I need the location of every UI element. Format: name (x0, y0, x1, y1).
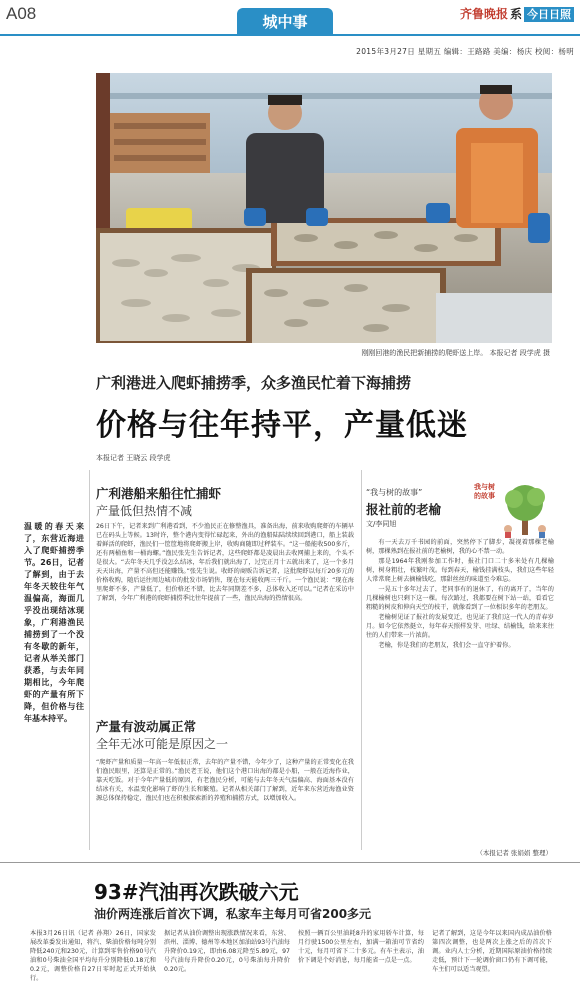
section-tab[interactable]: 城中事 (237, 8, 333, 36)
column-paragraph: 老榆树见证了报社的发展变迁，也见证了我们这一代人的青春岁月。如今它依然挺立，每年春天照样发芽、吐绿、结榆钱，给来来往往的人们带来一片浓荫。 (366, 614, 554, 639)
column-editor: （本报记者 张娟娟 整理） (476, 849, 552, 857)
column-title[interactable]: 报社前的老榆 (366, 502, 442, 517)
fishermen-photo (96, 73, 552, 343)
column-paragraph: 那是1964年我刚参加工作时，报社门口二十多米处有几棵榆树，树身粗壮，枝繁叶茂。每到春天，榆钱挂满枝头，我们这些年轻人常常爬上树去摘榆钱吃，那甜丝丝的味道至今难忘。 (366, 558, 554, 583)
story-body-2: “爬虾产量和质量一年高一年低很正常，去年的产量不错，今年少了，这种产量的正常变化在我们渔民眼里，还算是正常的。”渔民老王说，他们这个港口出海的都是小船，一般在近海作业，靠天吃饭。对于今年产量低的原因，有老渔民分析，可能与去年冬天气温偏高、海面基本没有结冰有关，水温变化影响了虾的生长和繁殖。记者从相关部门了解到，近年来东营近海渔业资源总体保持稳定，渔民们也在积极探索新的养殖和捕捞方式，以增加收入。 (96, 759, 354, 802)
column-logo-label: 我与树的故事 (474, 483, 495, 500)
subhead-1: 广利港船来船往忙捕虾 (96, 486, 222, 501)
column-divider (89, 470, 90, 850)
column-paragraph: 老榆，你是我们的老朋友，我们会一直守护着你。 (378, 642, 515, 649)
story-byline: 本报记者 王晓云 段学虎 (96, 454, 171, 462)
column-paragraph: 有一天去万千书园的前面，突然停下了脚步，凝视着那棵老榆树，那棵熟到在报社前的老榆树，我的心不禁一动。 (366, 539, 554, 555)
story-headline[interactable]: 价格与往年持平，产量低迷 (96, 408, 468, 443)
page-number: A08 (6, 4, 37, 23)
bottom-column: 据记者从油价调整出现涨跌情况来看，东营、滨州、淄博、德州等本地区加油站93号汽油每升降价0.19元，即由6.08元降至5.89元，97号汽油每升降价0.20元，0号柴油每升降价0.20元。 (164, 930, 290, 973)
column-body (366, 538, 554, 848)
brand-suffix: 系 (509, 7, 522, 21)
column-kicker: “我与树的故事” (366, 488, 423, 497)
issue-meta: 2015年3月27日 星期五 编辑：王路路 美编：杨庆 校阅：杨明 (356, 47, 574, 56)
subhead-1b: 产量低但热情不减 (96, 504, 193, 518)
tree-illustration-icon (496, 481, 554, 539)
column-divider (361, 470, 362, 850)
story-kicker: 广利港进入爬虾捕捞季，众多渔民忙着下海捕捞 (96, 374, 412, 392)
bottom-subhead: 油价两连涨后首次下调，私家车主每月可省200多元 (94, 907, 372, 921)
subhead-2b: 全年无冰可能是原因之一 (96, 737, 229, 751)
brand-logo (460, 5, 574, 22)
section-divider (0, 862, 580, 863)
story-body-1: 26日下午，记者来到广利港看到，不少渔民正在修整渔具，准备出海，前来收购爬虾的车辆早已在码头上等候。13时许，整个港内变得忙碌起来，外出的渔船陆陆续续回到港口，船上装载着鲜活的爬虾，渔民们一筐筐地将爬虾搬上岸，收购商随即过秤装车。“这一船能收500多斤，还有两桶鱼和一桶海螺。”渔民张先生告诉记者，这些爬虾都是凌晨出去收网捕上来的，个头不是很大。“去年冬天几乎没怎么结冰，年后我们就出海了，过完正月十五就出来了，这一个多月天天出海，产量不高但还能赚钱。”张先生说。收虾的商贩告诉记者，这批爬虾以每斤20多元的价格收购，随后运往周边城市的批发市场销售，现在每天能收两三千斤。一个渔民说：“现在海里爬虾不多，产量低了，但价格还不错，比去年同期差不多，总体收入还可以。”记者在采访中了解到，今年广利港的爬虾捕捞季比往年提前了一些，渔民出海的热情很高。 (96, 523, 354, 602)
column-paragraph: 一晃五十多年过去了，老同事有的退休了，有的离开了，当年的几棵榆树也只剩下这一棵。每次路过，我都要在树下站一站，看看它粗糙的树皮和伸向天空的枝干，就像看到了一位相识多年的老朋友。 (366, 586, 554, 611)
news-photo[interactable] (96, 73, 552, 343)
page-header (0, 0, 580, 36)
story-lead: 温暖的春天来了，东营近海进入了爬虾捕捞季节。26日，记者了解到，由于去年冬天较往年气温偏高，海面几乎没出现结冰现象，广利港渔民捕捞到了一个没有冬歇的新年，记者从举关部门获悉，与去年同期相比，今年爬虾的产量有所下降，但价格与往年基本持平。 (24, 522, 84, 723)
bottom-column: 记者了解到，这是今年以来国内成品油价格第四次调整，也是两次上涨之后的首次下调。业内人士分析，近期国际原油价格持续走低，预计下一轮调价窗口仍有下调可能，车主们可以适当观望。 (432, 930, 552, 973)
subhead-2: 产量有波动属正常 (96, 719, 197, 734)
brand-tag: 今日日照 (524, 7, 574, 22)
column-byline: 文/李同旭 (366, 520, 397, 528)
bottom-headline[interactable]: 93#汽油再次跌破六元 (94, 880, 299, 904)
photo-caption: 刚刚回港的渔民把新捕捞的爬虾送上岸。 本报记者 段学虎 摄 (361, 349, 550, 357)
brand-name: 齐鲁晚报 (459, 7, 508, 21)
bottom-column: 本报3月26日讯（记者 孙翔）26日，国家发展改革委发出通知，将汽、柴油价格每吨分别降低240元和230元，计算到零售价格90号汽油和0号柴油全国平均每升分别降低0.18元和0.2元，调整价格自27日零时起正式开始执行。 (30, 930, 156, 981)
bottom-column: 按照一辆百公里油耗8升的家用轿车计算，每月行驶1500公里左右，加满一箱油可节省约十元，每月可省下二十多元。有车主表示，油价下调是个好消息，每月能省一点是一点。 (298, 930, 424, 964)
